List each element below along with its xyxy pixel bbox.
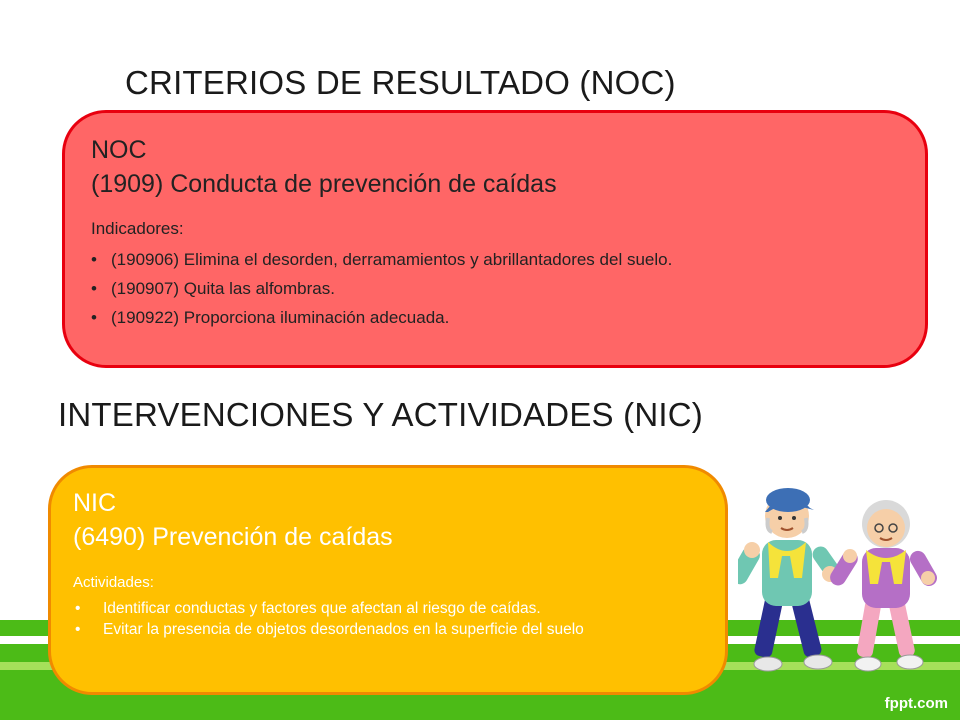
noc-box xyxy=(62,110,928,368)
bullet: • xyxy=(91,279,97,298)
nic-activities-label: Actividades: xyxy=(73,574,154,591)
elderly-man-figure xyxy=(738,488,845,671)
list-item xyxy=(91,274,899,303)
elderly-walkers-icon xyxy=(738,478,948,678)
list-item xyxy=(73,619,703,640)
list-item-text: Evitar la presencia de objetos desordenados en la superficie del suelo xyxy=(103,621,584,638)
list-item xyxy=(91,303,899,332)
nic-section-title: INTERVENCIONES Y ACTIVIDADES (NIC) xyxy=(58,396,703,433)
bullet: • xyxy=(75,621,81,638)
bullet: • xyxy=(91,250,97,269)
brand-watermark: fppt.com xyxy=(884,695,948,712)
noc-indicator-list xyxy=(91,245,899,332)
list-item-text: Identificar conductas y factores que afectan al riesgo de caídas. xyxy=(103,600,541,617)
list-item-text: (190907) Quita las alfombras. xyxy=(111,279,335,298)
noc-section-title: CRITERIOS DE RESULTADO (NOC) xyxy=(125,64,676,101)
list-item xyxy=(73,598,703,619)
list-item-text: (190922) Proporciona iluminación adecuada. xyxy=(111,308,450,327)
nic-box xyxy=(48,465,728,695)
nic-label: NIC xyxy=(73,489,117,517)
bullet: • xyxy=(91,308,97,327)
nic-activity-list xyxy=(73,598,703,640)
elderly-woman-figure xyxy=(827,500,940,671)
nic-code-title: (6490) Prevención de caídas xyxy=(73,523,393,551)
noc-code-title: (1909) Conducta de prevención de caídas xyxy=(91,170,557,198)
list-item-text: (190906) Elimina el desorden, derramamientos y abrillantadores del suelo. xyxy=(111,250,673,269)
noc-indicators-label: Indicadores: xyxy=(91,219,184,238)
bullet: • xyxy=(75,600,81,617)
list-item xyxy=(91,245,899,274)
noc-label: NOC xyxy=(91,136,147,164)
